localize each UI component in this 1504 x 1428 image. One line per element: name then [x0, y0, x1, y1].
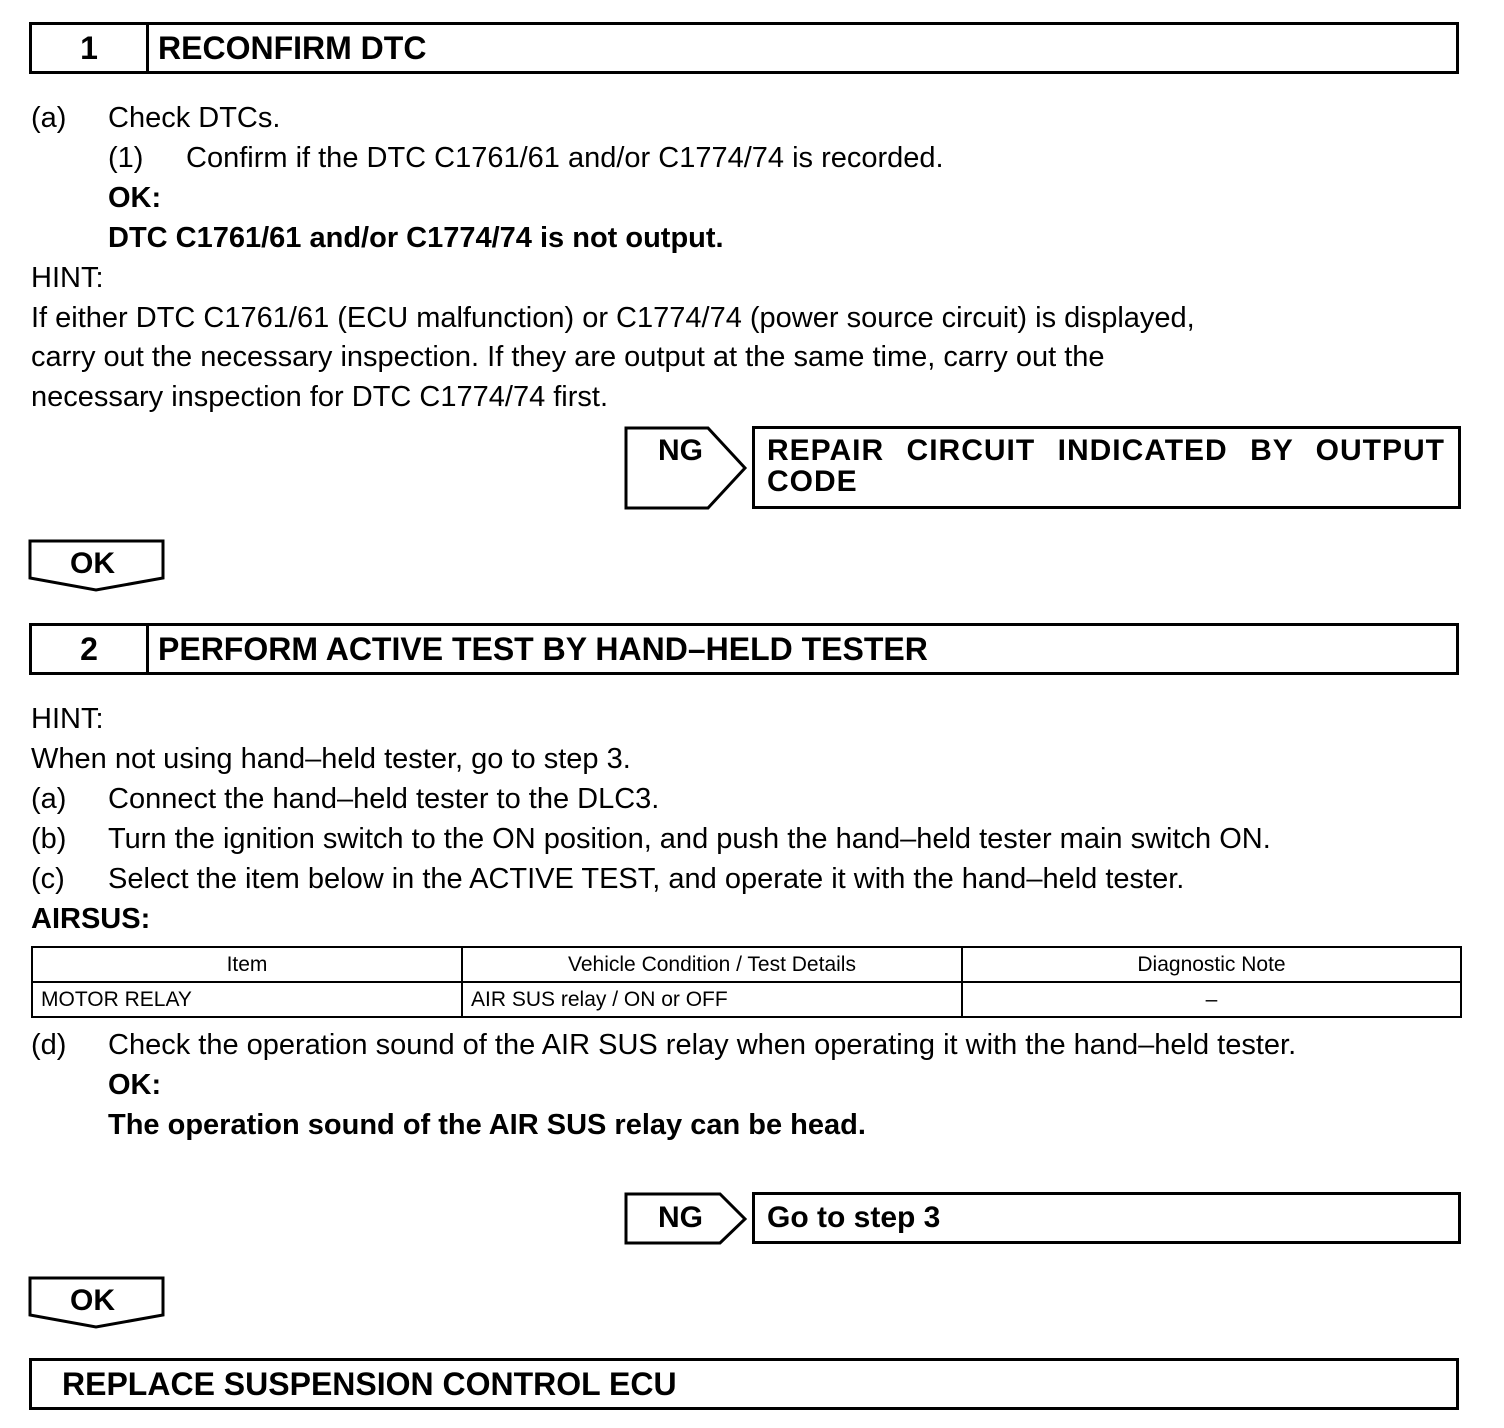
- table-header-row: [32, 947, 1461, 982]
- table-header: Diagnostic Note: [962, 947, 1461, 982]
- subitem-text: Confirm if the DTC C1761/61 and/or C1774/74 is recorded.: [186, 142, 944, 174]
- item-label: (a): [31, 102, 67, 134]
- table-cell: AIR SUS relay / ON or OFF: [462, 982, 962, 1017]
- hint-label: HINT:: [31, 703, 104, 735]
- step-number: 2: [32, 626, 149, 672]
- ok-criteria: DTC C1761/61 and/or C1774/74 is not output.: [108, 222, 724, 254]
- table-header: Vehicle Condition / Test Details: [462, 947, 962, 982]
- ng-result-text: REPAIR CIRCUIT INDICATED BY OUTPUT CODE: [767, 434, 1445, 498]
- ok-arrow-label: OK: [70, 547, 115, 580]
- hint-text: When not using hand–held tester, go to step 3.: [31, 743, 631, 775]
- hint-line: If either DTC C1761/61 (ECU malfunction) or C1774/74 (power source circuit) is displayed,: [31, 302, 1195, 334]
- hint-line: carry out the necessary inspection. If they are output at the same time, carry out the: [31, 341, 1105, 373]
- step-1-header: [29, 22, 1459, 74]
- ng-label: NG: [658, 1201, 703, 1234]
- table-cell: –: [962, 982, 1461, 1017]
- hint-line: necessary inspection for DTC C1774/74 first.: [31, 381, 609, 413]
- table-cell: MOTOR RELAY: [32, 982, 462, 1017]
- ng-label: NG: [658, 434, 703, 467]
- table-header: Item: [32, 947, 462, 982]
- final-step-title: REPLACE SUSPENSION CONTROL ECU: [62, 1365, 677, 1402]
- item-text: Connect the hand–held tester to the DLC3.: [108, 783, 660, 815]
- step-number: 1: [32, 25, 149, 71]
- item-label: (d): [31, 1029, 67, 1061]
- table-row: [32, 982, 1461, 1017]
- table-title: AIRSUS:: [31, 903, 151, 935]
- ng-result-text: Go to step 3: [767, 1201, 941, 1234]
- hint-label: HINT:: [31, 262, 104, 294]
- ok-label: OK:: [108, 182, 162, 214]
- step-2-header: [29, 623, 1459, 675]
- ng-result: [752, 1192, 1461, 1244]
- active-test-table: [31, 946, 1462, 1018]
- item-label: (b): [31, 823, 67, 855]
- subitem-label: (1): [108, 142, 144, 174]
- step-title: PERFORM ACTIVE TEST BY HAND–HELD TESTER: [158, 630, 928, 667]
- ok-arrow-label: OK: [70, 1284, 115, 1317]
- ok-criteria: The operation sound of the AIR SUS relay can be head.: [108, 1109, 866, 1141]
- final-step-box: [29, 1358, 1459, 1410]
- item-text: Check the operation sound of the AIR SUS relay when operating it with the hand–held tester.: [108, 1029, 1297, 1061]
- item-label: (c): [31, 863, 65, 895]
- item-text: Check DTCs.: [108, 102, 281, 134]
- ok-label: OK:: [108, 1069, 162, 1101]
- item-label: (a): [31, 783, 67, 815]
- item-text: Select the item below in the ACTIVE TEST, and operate it with the hand–held tester.: [108, 863, 1185, 895]
- step-title: RECONFIRM DTC: [158, 29, 427, 66]
- item-text: Turn the ignition switch to the ON position, and push the hand–held tester main switch ON.: [108, 823, 1271, 855]
- ng-result: [752, 426, 1461, 509]
